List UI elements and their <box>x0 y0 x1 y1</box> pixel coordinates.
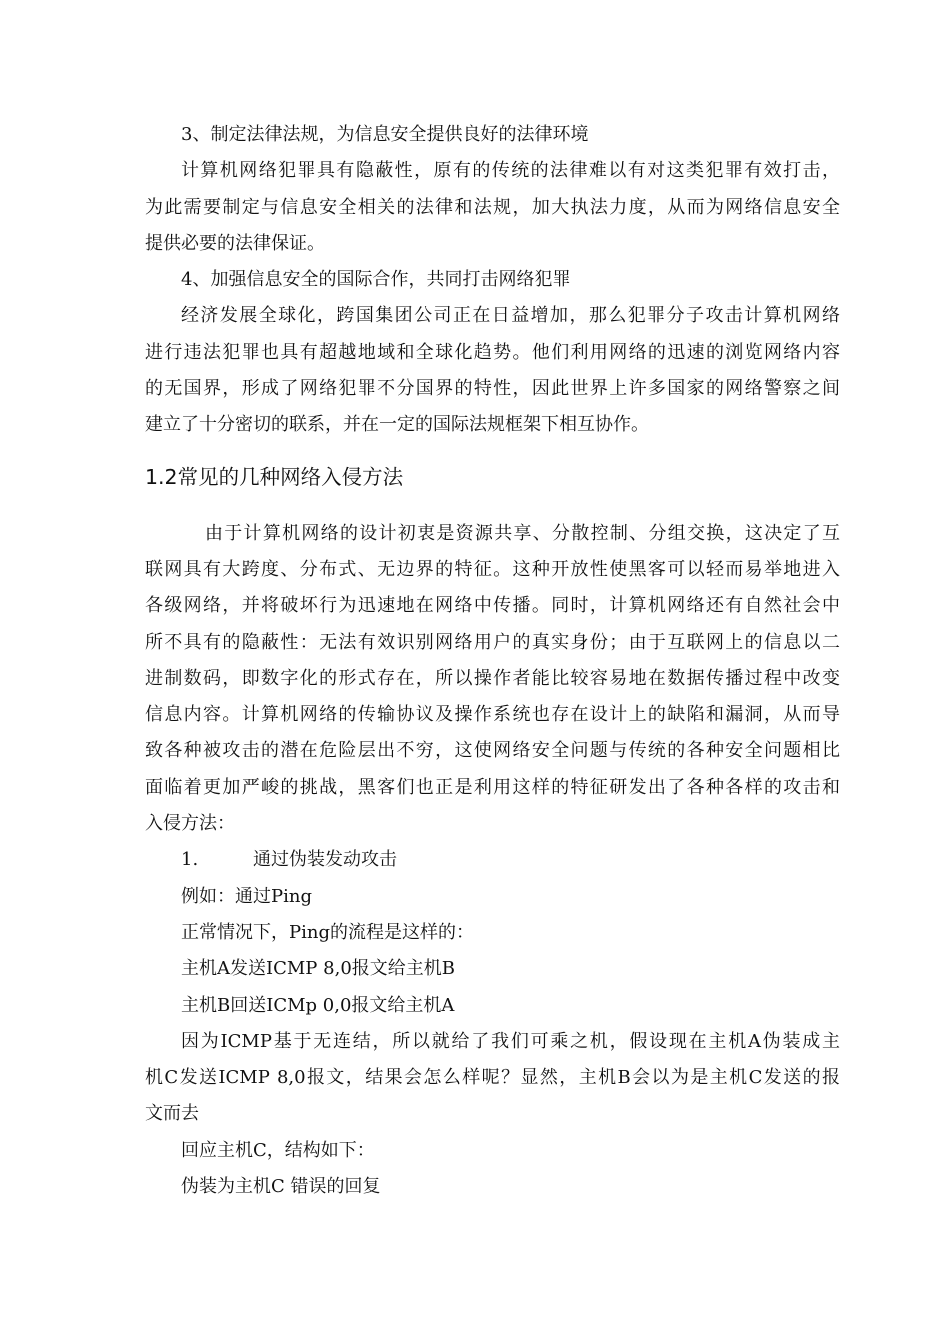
item4-body-line: 的无国界，形成了网络犯罪不分国界的特性，因此世界上许多国家的网络警察之间 <box>145 378 840 400</box>
normal-line: 正常情况下，Ping的流程是这样的： <box>181 921 474 943</box>
section-heading: 1.2常见的几种网络入侵方法 <box>145 464 404 489</box>
item4-body-line: 建立了十分密切的联系，并在一定的国际法规框架下相互协作。 <box>145 414 649 436</box>
intro-line: 进制数码，即数字化的形式存在，所以操作者能比较容易地在数据传播过程中改变 <box>145 667 840 689</box>
step-a-line: 主机A发送ICMP 8,0报文给主机B <box>181 958 455 980</box>
step-b-line: 主机B回送ICMp 0,0报文给主机A <box>181 994 455 1016</box>
because-line: 文而去 <box>145 1103 199 1125</box>
intro-line: 由于计算机网络的设计初衷是资源共享、分散控制、分组交换，这决定了互 <box>205 522 840 544</box>
because-line: 因为ICMP基于无连结，所以就给了我们可乘之机，假设现在主机A伪装成主 <box>181 1030 840 1052</box>
intro-line: 各级网络，并将破坏行为迅速地在网络中传播。同时，计算机网络还有自然社会中 <box>145 595 840 617</box>
page-content <box>145 117 840 1205</box>
example-line: 例如：通过Ping <box>181 885 312 907</box>
numbered-item-1 <box>145 842 840 878</box>
item-title: 通过伪装发动攻击 <box>253 849 397 871</box>
item4-body-line: 经济发展全球化，跨国集团公司正在日益增加，那么犯罪分子攻击计算机网络 <box>181 305 840 327</box>
item4-title: 4、加强信息安全的国际合作，共同打击网络犯罪 <box>181 269 571 291</box>
intro-line: 所不具有的隐蔽性：无法有效识别网络用户的真实身份；由于互联网上的信息以二 <box>145 631 840 653</box>
fake-line: 伪装为主机C 错误的回复 <box>181 1176 381 1198</box>
intro-line: 信息内容。计算机网络的传输协议及操作系统也存在设计上的缺陷和漏洞，从而导 <box>145 704 840 726</box>
reply-line: 回应主机C，结构如下： <box>181 1139 375 1161</box>
intro-line: 面临着更加严峻的挑战，黑客们也正是利用这样的特征研发出了各种各样的攻击和 <box>145 776 840 798</box>
item3-body-line: 提供必要的法律保证。 <box>145 232 325 254</box>
item3-body-line: 计算机网络犯罪具有隐蔽性，原有的传统的法律难以有对这类犯罪有效打击， <box>181 160 840 182</box>
item4-body-line: 进行违法犯罪也具有超越地域和全球化趋势。他们利用网络的迅速的浏览网络内容 <box>145 341 840 363</box>
intro-line: 致各种被攻击的潜在危险层出不穷，这使网络安全问题与传统的各种安全问题相比 <box>145 740 840 762</box>
item3-body-line: 为此需要制定与信息安全相关的法律和法规，加大执法力度，从而为网络信息安全 <box>145 196 840 218</box>
intro-line: 入侵方法： <box>145 813 235 835</box>
spacer <box>145 506 840 516</box>
intro-line: 联网具有大跨度、分布式、无边界的特征。这种开放性使黑客可以轻而易举地进入 <box>145 558 840 580</box>
item-number: 1. <box>181 849 199 871</box>
because-line: 机C发送ICMP 8,0报文，结果会怎么样呢？显然，主机B会以为是主机C发送的报 <box>145 1067 840 1089</box>
item3-title: 3、制定法律法规，为信息安全提供良好的法律环境 <box>181 124 589 145</box>
